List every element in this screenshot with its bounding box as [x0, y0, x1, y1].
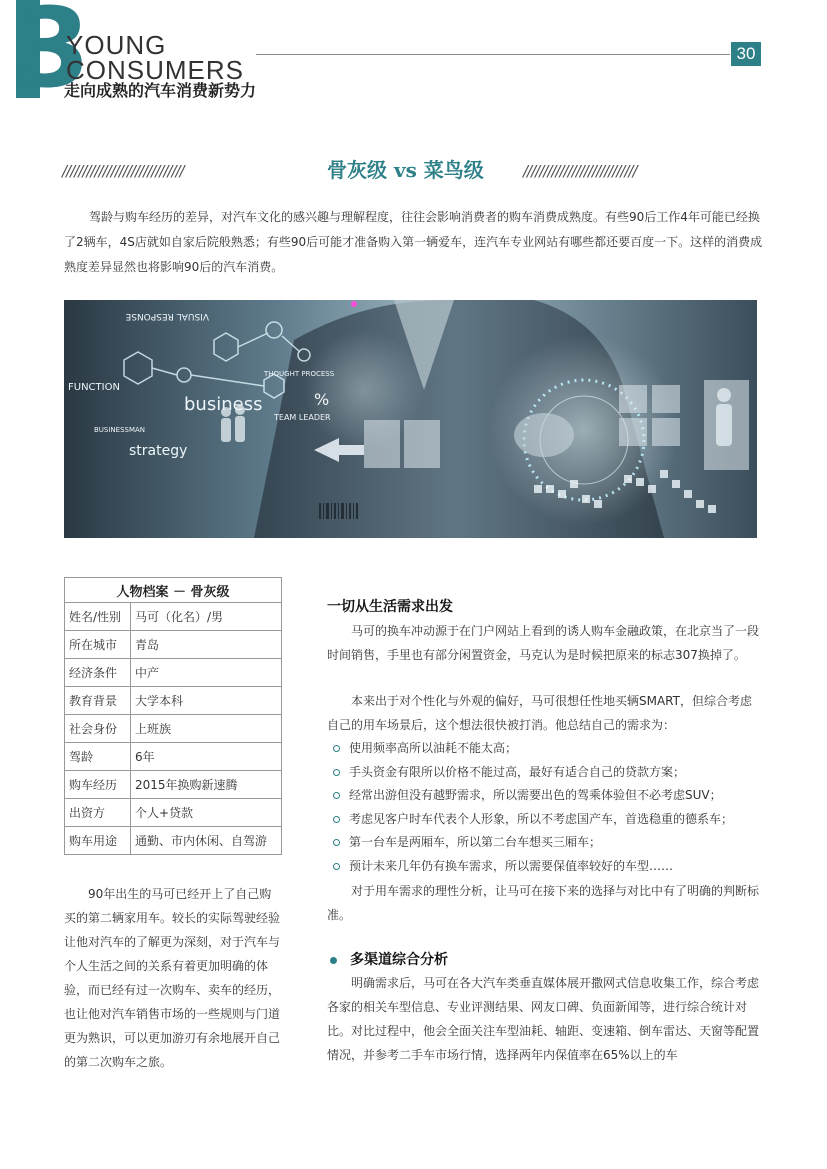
- table-row: [65, 715, 282, 743]
- list-item-text: 考虑见客户时车代表个人形象，所以不考虑国产车，首选稳重的德系车；: [349, 811, 734, 826]
- ring-bullet-icon: [333, 816, 340, 823]
- list-item: [327, 855, 759, 879]
- ring-bullet-icon: [333, 839, 340, 846]
- dot-bullet-icon: [330, 957, 337, 964]
- list-item-text: 第一台车是两厢车，所以第二台车想买三厢车；: [349, 835, 602, 850]
- profile-key: 购车经历: [65, 771, 131, 799]
- list-item-text: 使用频率高所以油耗不能太高；: [349, 741, 518, 755]
- title-deco-left: //////////////////////////////: [62, 162, 184, 180]
- table-row: [65, 687, 282, 715]
- heading-multichannel: 多渠道综合分析: [350, 952, 448, 968]
- profile-table: [64, 577, 282, 855]
- table-row: [65, 631, 282, 659]
- banner-image: [64, 300, 757, 538]
- paragraph-conclusion: 对于用车需求的理性分析，让马可在接下来的选择与对比中有了明确的判断标准。: [327, 884, 760, 922]
- list-item: [327, 784, 759, 808]
- list-item: [327, 831, 759, 855]
- banner-text-team: TEAM LEADER: [274, 413, 331, 422]
- banner-text-businessman: BUSINESSMAN: [94, 426, 146, 434]
- list-item-text: 经常出游但没有越野需求，所以需要出色的驾乘体验但不必考虑SUV；: [349, 788, 722, 803]
- banner-illustration: [64, 300, 757, 538]
- profile-value: 大学本科: [131, 687, 282, 715]
- left-column-paragraph: 90年出生的马可已经开上了自己购买的第二辆家用车。较长的实际驾驶经验让他对汽车的了解更为深刻，对于汽车与个人生活之间的关系有着更加明确的体验，而已经有过一次购车、卖车的经历，也让他对汽车销售市场的一些规则与门道更为熟识，可以更加游刃有余地展开自己的第二次购车之旅。: [64, 887, 281, 1069]
- title-deco-right: ////////////////////////////: [523, 162, 637, 180]
- table-row: [65, 603, 282, 631]
- list-item: [327, 737, 759, 761]
- table-row: [65, 659, 282, 687]
- profile-value: 个人+贷款: [131, 799, 282, 827]
- profile-value: 青岛: [131, 631, 282, 659]
- profile-value: 上班族: [131, 715, 282, 743]
- brand-line-consumers: CONSUMERS: [66, 55, 245, 85]
- profile-title: 人物档案 － 骨灰级: [65, 578, 282, 603]
- header-rule: [256, 54, 730, 55]
- profile-value: 马可（化名）/男: [131, 603, 282, 631]
- section-number: 3: [14, 0, 91, 112]
- banner-text-strategy: strategy: [129, 443, 188, 459]
- table-row: [65, 799, 282, 827]
- paragraph-analysis: 明确需求后，马可在各大汽车类垂直媒体展开撒网式信息收集工作，综合考虑各家的相关车型信息、专业评测结果、网友口碑、负面新闻等，进行综合统计对比。对比过程中，他会全面关注车型油耗、轴距、变速箱、倒车雷达、天窗等配置情况，并参考二手车市场行情，选择两年内保值率在65%以上的车: [327, 976, 760, 1062]
- page-number: 30: [731, 42, 761, 66]
- needs-list: [327, 737, 759, 879]
- list-item-text: 预计未来几年仍有换车需求，所以需要保值率较好的车型……: [349, 858, 674, 873]
- table-row: [65, 771, 282, 799]
- ring-bullet-icon: [333, 769, 340, 776]
- profile-value: 中产: [131, 659, 282, 687]
- ring-bullet-icon: [333, 792, 340, 799]
- banner-text-percent: %: [314, 390, 330, 409]
- list-item-text: 手头资金有限所以价格不能过高，最好有适合自己的贷款方案；: [349, 764, 686, 779]
- banner-text-visual: VISUAL RESPONSE: [125, 311, 209, 321]
- banner-text-business: business: [184, 394, 263, 415]
- ring-bullet-icon: [333, 863, 340, 870]
- intro-paragraph: 驾龄与购车经历的差异，对汽车文化的感兴趣与理解程度，往往会影响消费者的购车消费成熟度。有些90后工作4年可能已经换了2辆车，4S店就如自家后院般熟悉；有些90后可能才准备购入第一辆爱车，连汽车专业网站有哪些都还要百度一下。这样的消费成熟度差异显然也将影响90后的汽车消费。: [64, 210, 763, 274]
- profile-value: 6年: [131, 743, 282, 771]
- list-item: [327, 761, 759, 785]
- banner-text-thought: THOUGHT PROCESS: [264, 370, 335, 378]
- ring-bullet-icon: [333, 745, 340, 752]
- heading-life-needs: 一切从生活需求出发: [327, 599, 453, 615]
- header-subtitle: 走向成熟的汽车消费新势力: [64, 81, 257, 100]
- table-row: [65, 827, 282, 855]
- table-row: [65, 743, 282, 771]
- profile-value: 通勤、市内休闲、自驾游: [131, 827, 282, 855]
- paragraph-motivation: 马可的换车冲动源于在门户网站上看到的诱人购车金融政策，在北京当了一段时间销售，手里也有部分闲置资金，马克认为是时候把原来的标志307换掉了。: [327, 624, 760, 662]
- section-title: 骨灰级 vs 菜鸟级: [327, 158, 484, 182]
- profile-key: 姓名/性别: [65, 603, 131, 631]
- list-item: [327, 808, 759, 832]
- profile-key: 经济条件: [65, 659, 131, 687]
- profile-key: 购车用途: [65, 827, 131, 855]
- banner-text-function: FUNCTION: [68, 382, 120, 393]
- profile-key: 社会身份: [65, 715, 131, 743]
- paragraph-preference: 本来出于对个性化与外观的偏好，马可很想任性地买辆SMART，但综合考虑自己的用车场景后，这个想法很快被打消。他总结自己的需求为：: [327, 694, 752, 732]
- brand-line-young: YOUNG: [66, 30, 167, 60]
- profile-key: 出资方: [65, 799, 131, 827]
- profile-value: 2015年换购新速腾: [131, 771, 282, 799]
- profile-key: 驾龄: [65, 743, 131, 771]
- profile-key: 教育背景: [65, 687, 131, 715]
- profile-key: 所在城市: [65, 631, 131, 659]
